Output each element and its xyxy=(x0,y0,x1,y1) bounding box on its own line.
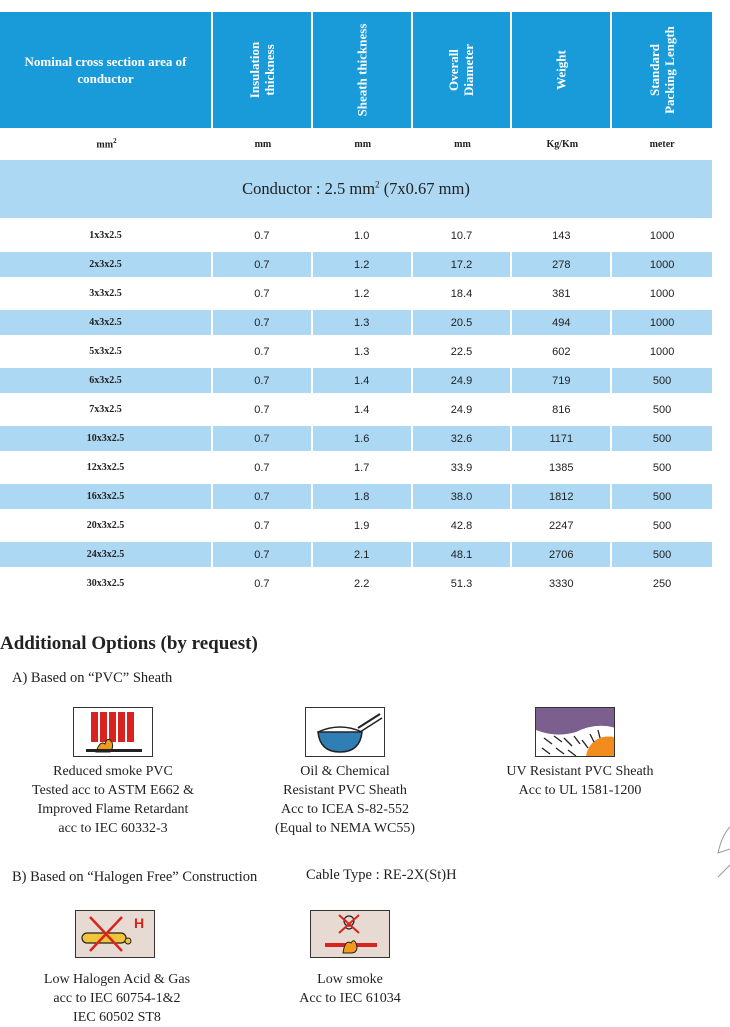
table-cell: 1.4 xyxy=(313,368,413,393)
table-cell: 1000 xyxy=(649,287,675,300)
table-cell: 1.6 xyxy=(313,426,413,451)
table-cell: 0.7 xyxy=(213,397,313,422)
table-row xyxy=(0,279,712,308)
caption-line: acc to IEC 60754-1&2 xyxy=(53,991,181,1006)
caption-line: Improved Flame Retardant xyxy=(37,802,189,817)
table-row xyxy=(0,308,712,337)
table-cell: 278 xyxy=(512,252,612,277)
table-cell: 10.7 xyxy=(413,223,513,248)
caption-line: IEC 60502 ST8 xyxy=(73,1010,161,1025)
cable-size-cell: 1x3x2.5 xyxy=(0,223,213,248)
conductor-label: Conductor : 2.5 $mm^2$ (7x0.67 mm) xyxy=(242,179,470,198)
header-text: Packing Length xyxy=(662,26,678,114)
table-cell: 494 xyxy=(512,310,612,335)
unit-cell: mm xyxy=(454,138,471,150)
table-row xyxy=(0,395,712,424)
header-text: Diameter xyxy=(461,44,477,96)
low-smoke-caption xyxy=(260,970,440,1008)
halogen-free-heading: B) Based on “Halogen Free” Construction xyxy=(12,869,258,885)
table-cell: 24.9 xyxy=(413,368,513,393)
header-text: Sheath thickness xyxy=(354,23,370,117)
table-cell: 1.0 xyxy=(313,223,413,248)
caption-line: Reduced smoke PVC xyxy=(53,764,173,779)
header-overall-diameter xyxy=(413,12,513,128)
caption-line: UV Resistant PVC Sheath xyxy=(506,764,654,779)
table-cell: 602 xyxy=(512,339,612,364)
unit-cell: mm xyxy=(354,138,372,150)
header-weight xyxy=(512,12,612,128)
cable-size-cell: 30x3x2.5 xyxy=(0,571,213,596)
caption-line: Low smoke xyxy=(317,972,383,987)
table-cell: 0.7 xyxy=(213,513,313,538)
table-body xyxy=(0,221,712,598)
table-cell: 0.7 xyxy=(213,339,313,364)
cable-size-cell: 4x3x2.5 xyxy=(0,310,213,335)
header-cross-section-label: Nominal cross section area of conductor xyxy=(24,54,187,86)
header-cross-section xyxy=(0,12,213,128)
caption-line: Tested acc to ASTM E662 & xyxy=(32,783,194,798)
oil-chemical-caption xyxy=(250,762,440,838)
table-cell: 1.2 xyxy=(313,252,413,277)
low-smoke-icon xyxy=(310,910,390,958)
table-cell: 0.7 xyxy=(213,223,313,248)
table-cell: 38.0 xyxy=(413,484,513,509)
table-cell: 719 xyxy=(512,368,612,393)
table-cell: 51.3 xyxy=(413,571,513,596)
cable-size-cell: 16x3x2.5 xyxy=(0,484,213,509)
additional-options-title: Additional Options (by request) xyxy=(0,633,258,654)
table-row xyxy=(0,511,712,540)
caption-line: (Equal to NEMA WC55) xyxy=(274,821,416,836)
table-cell: 2.1 xyxy=(313,542,413,567)
table-cell: 2247 xyxy=(512,513,612,538)
table-cell: 143 xyxy=(512,223,612,248)
table-cell: 3330 xyxy=(512,571,612,596)
table-cell: 20.5 xyxy=(413,310,513,335)
table-cell: 0.7 xyxy=(213,571,313,596)
table-cell: 0.7 xyxy=(213,542,313,567)
table-cell: 32.6 xyxy=(413,426,513,451)
header-text: thickness xyxy=(261,44,277,96)
oil-chemical-icon xyxy=(305,707,385,757)
cable-size-cell: 20x3x2.5 xyxy=(0,513,213,538)
cable-size-cell: 3x3x2.5 xyxy=(0,281,213,306)
header-sheath-thickness xyxy=(313,12,413,128)
cable-size-cell: 12x3x2.5 xyxy=(0,455,213,480)
table-row xyxy=(0,569,712,598)
table-cell: 0.7 xyxy=(213,252,313,277)
caption-line: acc to IEC 60332-3 xyxy=(58,821,168,836)
reduced-smoke-caption xyxy=(22,762,204,838)
table-cell: 1000 xyxy=(612,310,712,335)
cable-size-cell: 6x3x2.5 xyxy=(0,368,213,393)
table-cell: 816 xyxy=(512,397,612,422)
uv-resistant-caption xyxy=(485,762,675,800)
table-cell: 1.2 xyxy=(313,281,413,306)
table-cell: 500 xyxy=(612,426,712,451)
table-cell: 0.7 xyxy=(213,310,313,335)
table-cell: 17.2 xyxy=(413,252,513,277)
cable-size-cell: 10x3x2.5 xyxy=(0,426,213,451)
table-cell: 48.1 xyxy=(413,542,513,567)
table-cell: 24.9 xyxy=(413,397,513,422)
table-cell: 1.9 xyxy=(313,513,413,538)
table-cell: 500 xyxy=(612,542,712,567)
table-cell: 381 xyxy=(512,281,612,306)
table-cell: 0.7 xyxy=(213,368,313,393)
table-row xyxy=(0,482,712,511)
table-cell: 500 xyxy=(612,368,712,393)
header-text: Weight xyxy=(553,50,569,90)
table-cell: 1.3 xyxy=(313,339,413,364)
cable-size-cell: 24x3x2.5 xyxy=(0,542,213,567)
svg-text:H: H xyxy=(134,915,145,931)
table-header xyxy=(0,12,712,128)
header-packing-length xyxy=(612,12,712,128)
table-cell: 1.8 xyxy=(313,484,413,509)
header-text: Overall xyxy=(446,49,462,91)
units-row xyxy=(0,128,712,160)
pvc-heading: A) Based on “PVC” Sheath xyxy=(12,670,173,686)
table-cell: 1000 xyxy=(612,252,712,277)
table-cell: 0.7 xyxy=(213,426,313,451)
caption-line: Acc to ICEA S-82-552 xyxy=(281,802,409,817)
table-cell: 500 xyxy=(652,519,672,532)
table-cell: 42.8 xyxy=(413,513,513,538)
caption-line: Low Halogen Acid & Gas xyxy=(43,972,191,987)
cable-size-cell: 2x3x2.5 xyxy=(0,252,213,277)
table-cell: 250 xyxy=(652,577,672,590)
header-text: Insulation xyxy=(246,41,262,99)
caption-line: Oil & Chemical xyxy=(300,764,390,779)
uv-resistant-icon xyxy=(535,707,615,757)
page-edge-mark xyxy=(716,825,730,885)
table-cell: 1.4 xyxy=(313,397,413,422)
table-cell: 1171 xyxy=(512,426,612,451)
unit-cell: mm xyxy=(254,138,272,150)
table-row xyxy=(0,453,712,482)
cable-type-label: Cable Type : RE-2X(St)H xyxy=(306,867,457,883)
table-cell: 0.7 xyxy=(213,281,313,306)
header-insulation-thickness xyxy=(213,12,313,128)
table-row xyxy=(0,366,712,395)
unit-cell: $mm^2$ xyxy=(96,137,117,151)
table-cell: 0.7 xyxy=(213,484,313,509)
table-cell: 1000 xyxy=(649,345,675,358)
table-cell: 1.3 xyxy=(313,310,413,335)
low-halogen-caption xyxy=(22,970,212,1027)
caption-line: Resistant PVC Sheath xyxy=(283,783,407,798)
table-row xyxy=(0,540,712,569)
cable-spec-table xyxy=(0,12,712,598)
table-cell: 22.5 xyxy=(413,339,513,364)
table-cell: 500 xyxy=(612,484,712,509)
header-text: Standard xyxy=(647,43,663,97)
caption-line: Acc to UL 1581-1200 xyxy=(518,783,642,798)
table-row xyxy=(0,221,712,250)
low-halogen-icon xyxy=(75,910,155,958)
table-cell: 2706 xyxy=(512,542,612,567)
table-cell: 1812 xyxy=(512,484,612,509)
cable-size-cell: 7x3x2.5 xyxy=(0,397,213,422)
conductor-banner xyxy=(0,160,712,218)
table-row xyxy=(0,337,712,366)
table-cell: 500 xyxy=(652,461,672,474)
reduced-smoke-icon xyxy=(73,707,153,757)
unit-cell: meter xyxy=(649,138,675,150)
table-row xyxy=(0,424,712,453)
table-cell: 500 xyxy=(652,403,672,416)
table-cell: 1000 xyxy=(649,229,675,242)
table-cell: 33.9 xyxy=(413,455,513,480)
caption-line: Acc to IEC 61034 xyxy=(299,991,401,1006)
table-cell: 18.4 xyxy=(413,281,513,306)
table-cell: 1385 xyxy=(512,455,612,480)
table-cell: 0.7 xyxy=(213,455,313,480)
cable-size-cell: 5x3x2.5 xyxy=(0,339,213,364)
unit-cell: Kg/Km xyxy=(546,138,579,150)
table-row xyxy=(0,250,712,279)
table-cell: 1.7 xyxy=(313,455,413,480)
table-cell: 2.2 xyxy=(313,571,413,596)
